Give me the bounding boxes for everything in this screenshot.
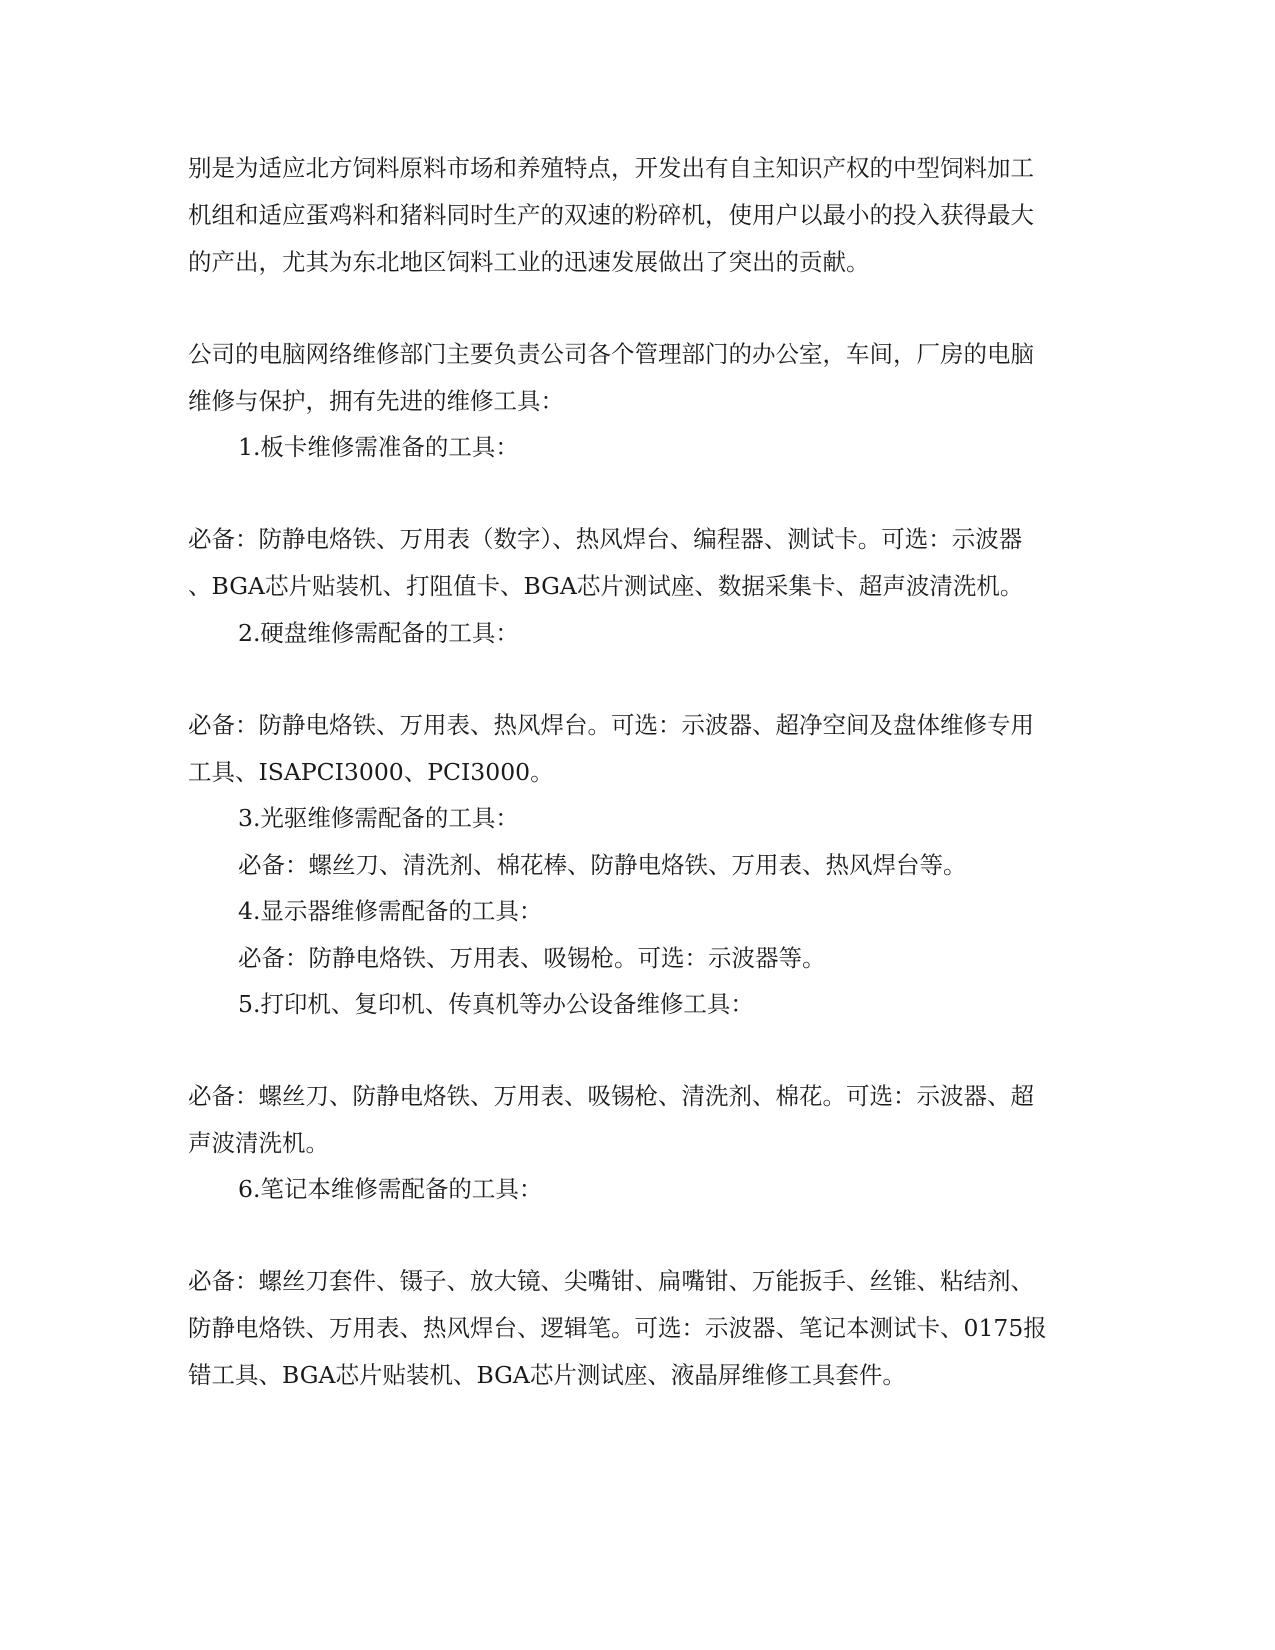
section-heading-5: 5.打印机、复印机、传真机等办公设备维修工具：	[238, 990, 754, 1018]
section-body-6-line-3: 错工具、BGA芯片贴装机、BGA芯片测试座、液晶屏维修工具套件。	[188, 1361, 906, 1389]
section-body-6-line-1: 必备：螺丝刀套件、镊子、放大镜、尖嘴钳、扁嘴钳、万能扳手、丝锥、粘结剂、	[188, 1267, 1034, 1295]
section-body-5-line-2: 声波清洗机。	[188, 1129, 329, 1157]
section-body-1-line-1: 必备：防静电烙铁、万用表（数字）、热风焊台、编程器、测试卡。可选：示波器	[188, 525, 1023, 553]
intro-line-2: 机组和适应蛋鸡料和猪料同时生产的双速的粉碎机，使用户以最小的投入获得最大	[188, 201, 1034, 229]
section-body-4-line-1: 必备：防静电烙铁、万用表、吸锡枪。可选：示波器等。	[238, 944, 826, 972]
section-heading-3: 3.光驱维修需配备的工具：	[238, 804, 519, 832]
section-body-2-line-2: 工具、ISAPCI3000、PCI3000。	[188, 758, 554, 786]
section-body-6-line-2: 防静电烙铁、万用表、热风焊台、逻辑笔。可选：示波器、笔记本测试卡、0175报	[188, 1314, 1047, 1342]
section-body-3-line-1: 必备：螺丝刀、清洗剂、棉花棒、防静电烙铁、万用表、热风焊台等。	[238, 851, 967, 879]
section-heading-6: 6.笔记本维修需配备的工具：	[238, 1175, 543, 1203]
section-heading-4: 4.显示器维修需配备的工具：	[238, 897, 543, 925]
intro-line-3: 的产出，尤其为东北地区饲料工业的迅速发展做出了突出的贡献。	[188, 248, 870, 276]
section-heading-1: 1.板卡维修需准备的工具：	[238, 433, 519, 461]
intro-line-1: 别是为适应北方饲料原料市场和养殖特点，开发出有自主知识产权的中型饲料加工	[188, 154, 1034, 182]
section-body-1-line-2: 、BGA芯片贴装机、打阻值卡、BGA芯片测试座、数据采集卡、超声波清洗机。	[188, 572, 1024, 600]
section-body-5-line-1: 必备：螺丝刀、防静电烙铁、万用表、吸锡枪、清洗剂、棉花。可选：示波器、超	[188, 1082, 1034, 1110]
department-line-1: 公司的电脑网络维修部门主要负责公司各个管理部门的办公室，车间，厂房的电脑	[188, 340, 1034, 368]
section-heading-2: 2.硬盘维修需配备的工具：	[238, 619, 519, 647]
section-body-2-line-1: 必备：防静电烙铁、万用表、热风焊台。可选：示波器、超净空间及盘体维修专用	[188, 711, 1034, 739]
department-line-2: 维修与保护，拥有先进的维修工具：	[188, 387, 564, 415]
